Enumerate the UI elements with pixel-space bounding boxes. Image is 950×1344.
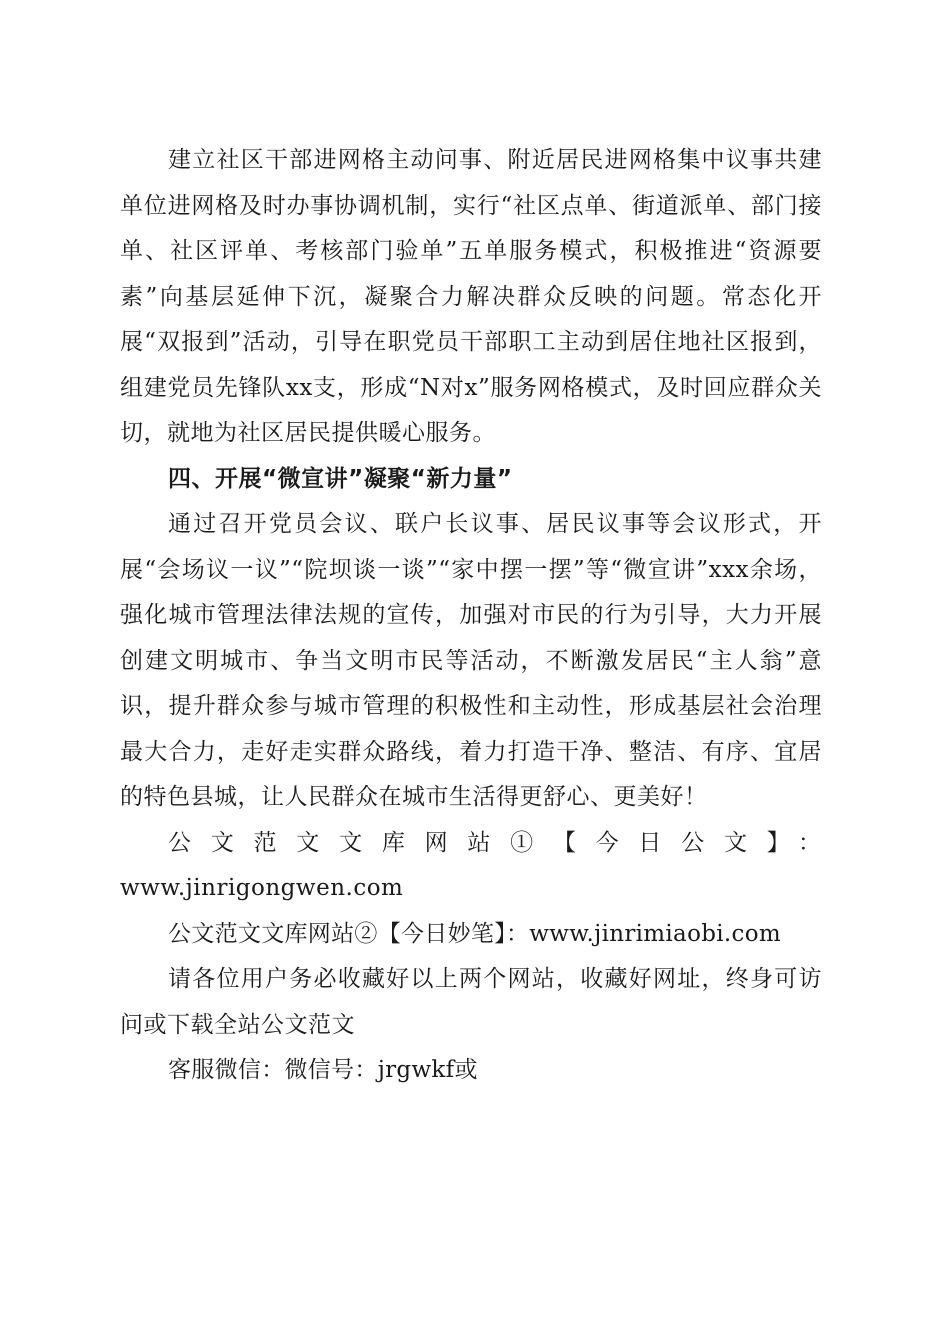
paragraph-grid-mechanism: 建立社区干部进网格主动问事、附近居民进网格集中议事共建单位进网格及时办事协调机制，实行“社区点单、街道派单、部门接单、社区评单、考核部门验单”五单服务模式，积极推进“资源要素”向基层延伸下沉，凝聚合力解决群众反映的问题。常态化开展“双报到”活动，引导在职党员干部职工主动到居住地社区报到，组建党员先锋队xx支，形成“N对x”服务网格模式，及时回应群众关切，就地为社区居民提供暖心服务。 (120, 147, 822, 446)
paragraph-micro-lecture: 通过召开党员会议、联户长议事、居民议事等会议形式，开展“会场议一议”“院坝谈一谈”“家中摆一摆”等“微宣讲”xxx余场，强化城市管理法律法规的宣传，加强对市民的行为引导，大力开展创建文明城市、争当文明市民等活动，不断激发居民“主人翁”意识，提升群众参与城市管理的积极性和主动性，形成基层社会治理最大合力，走好走实群众路线，着力打造干净、整洁、有序、宜居的特色县城，让人民群众在城市生活得更舒心、更美好！ (120, 511, 822, 810)
document-page (120, 138, 822, 1094)
site-2-line: 公文范文文库网站②【今日妙笔】：www.jinrimiaobi.com (168, 920, 781, 947)
section-heading-micro-lecture: 四、开展“微宣讲”凝聚“新力量” (168, 465, 513, 492)
site-1-label: 公文范文文库网站①【今日公文】： (168, 829, 822, 856)
customer-service-line: 客服微信：微信号：jrgwkf或 (168, 1057, 478, 1083)
site-1-url: www.jinrigongwen.com (120, 875, 404, 901)
bookmark-notice: 请各位用户务必收藏好以上两个网站，收藏好网址，终身可访问或下载全站公文范文 (120, 966, 822, 1038)
